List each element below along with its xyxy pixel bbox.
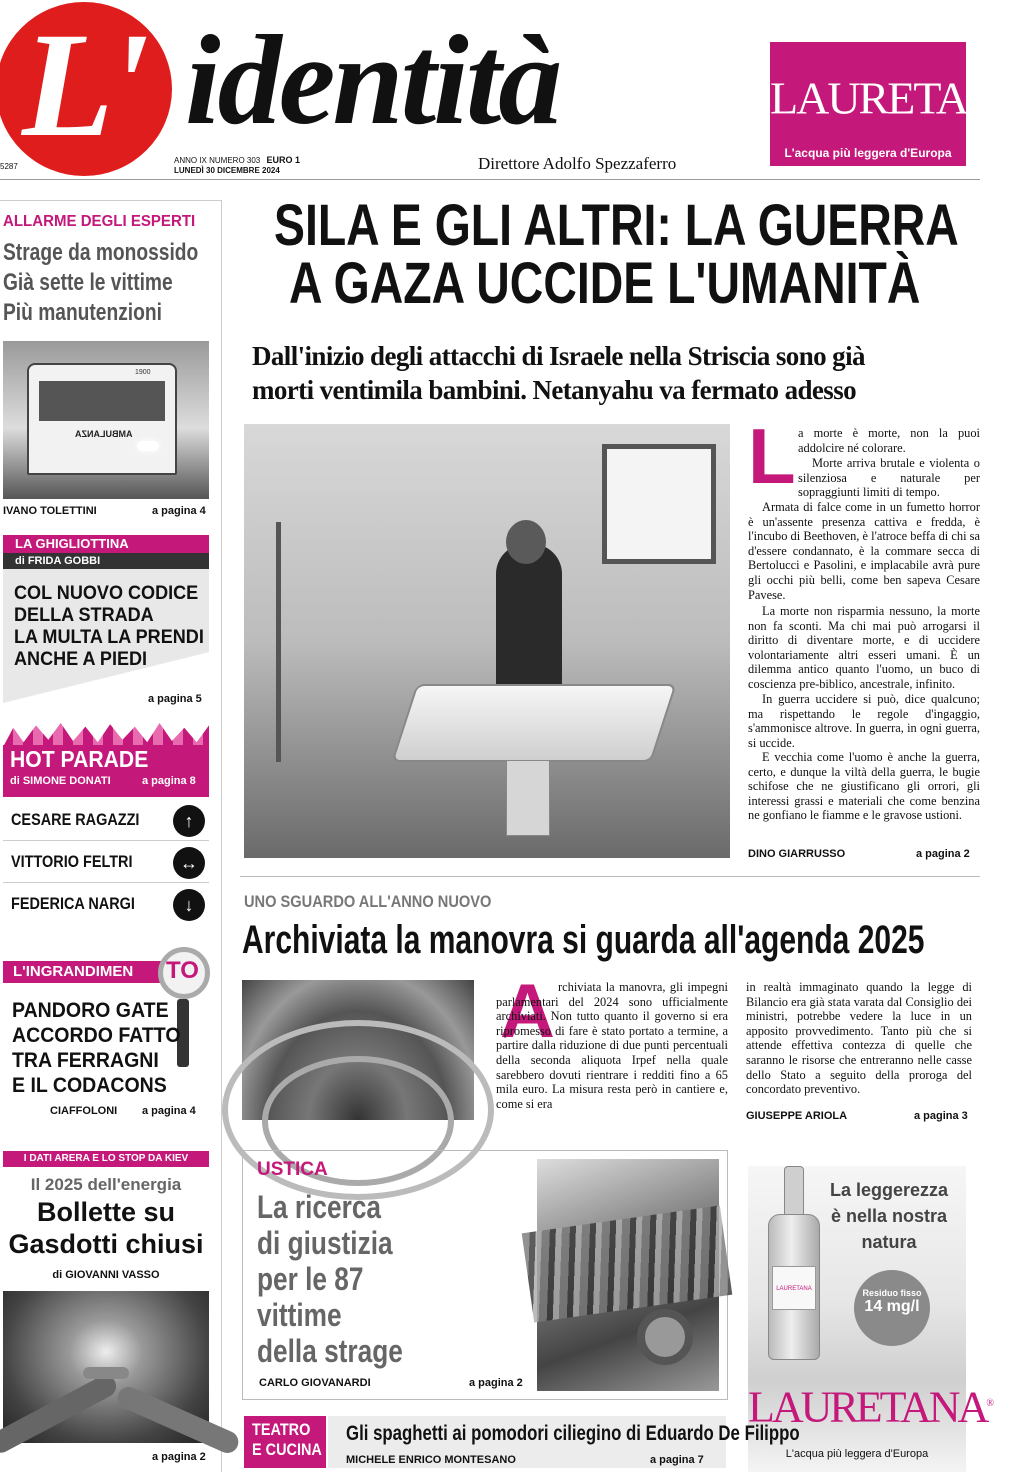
ustica-line-2: di giustizia <box>257 1225 393 1261</box>
ingrandimento-page[interactable]: a pagina 4 <box>142 1105 196 1117</box>
ad-slogan-1: La leggerezza <box>829 1180 949 1200</box>
alarm-box[interactable] <box>0 201 222 521</box>
arrow-up-icon: ↑ <box>173 805 205 837</box>
director-line: Direttore Adolfo Spezzaferro <box>478 154 677 173</box>
ad-brand <box>770 58 1035 135</box>
ingrandimento-author: CIAFFOLONI <box>50 1105 118 1117</box>
ingrandimento-kicker: L'INGRANDIMEN <box>3 961 165 983</box>
ustica-kicker: USTICA <box>257 1159 328 1180</box>
lead-story[interactable] <box>234 194 980 864</box>
fuselage <box>522 1206 733 1323</box>
ingrandimento-line-1: PANDORO GATE <box>12 999 169 1022</box>
lead-dropcap: L <box>748 412 796 500</box>
manovra-col-1: rchiviata la manovra, gli impegni parlamentari del 2024 sono ufficialmente archiviati. Non tutto quanto il governo si era ripromesso di fare è stato portato a termine, a partire dalla riduzione di due punti percentuali della seconda aliquota Irpef nella quale sarebbero dovuti rientrare i redditi fino a 65 mila euro. La misura resta però in cantiere e, come si era <box>496 980 728 1111</box>
ustica-author: CARLO GIOVANARDI <box>259 1377 371 1389</box>
ustica-line-3: per le 87 <box>257 1261 364 1297</box>
manovra-headline: Archiviata la manovra si guarda all'agenda 2025 <box>242 918 925 962</box>
ingrandimento-line-4: E IL CODACONS <box>12 1074 167 1097</box>
lead-subhead-1: Dall'inizio degli attacchi di Israele nella Striscia sono già <box>252 341 865 371</box>
issue-label: ANNO IX NUMERO 303 <box>174 156 261 165</box>
energia-line-2: Gasdotti chiusi <box>8 1229 204 1259</box>
ghigliottina-line-1: COL NUOVO CODICE <box>14 583 199 604</box>
energia-page[interactable]: a pagina 2 <box>152 1451 206 1463</box>
lead-intro: a morte è morte, non la puoi addolcire né colorare. <box>798 426 980 455</box>
price-label: EURO 1 <box>266 155 300 165</box>
parliament-photo <box>242 980 474 1120</box>
barcode-fragment: 5287 <box>0 162 18 171</box>
alarm-line-1: Strage da monossido <box>3 239 199 266</box>
ustica-page[interactable]: a pagina 2 <box>469 1377 523 1389</box>
person-head <box>506 520 546 564</box>
lead-headline-2: A GAZA UCCIDE L'UMANITÀ <box>289 251 921 316</box>
alarm-page[interactable]: a pagina 4 <box>152 505 206 517</box>
pipe-1 <box>0 1371 120 1456</box>
ambulance-windshield <box>39 381 165 421</box>
hot-parade-box[interactable] <box>0 723 222 929</box>
lead-article <box>748 412 980 832</box>
alarm-kicker: ALLARME DEGLI ESPERTI <box>3 213 196 230</box>
ad-bottom-tagline: L'acqua più leggera d'Europa <box>785 1448 929 1460</box>
ambulance-label: AMBULANZA <box>75 429 133 439</box>
residuo-badge <box>854 1270 930 1346</box>
lead-headline-1: SILA E GLI ALTRI: LA GUERRA <box>274 193 959 258</box>
hot-parade-name: FEDERICA NARGI <box>11 894 135 913</box>
hot-parade-row-3[interactable] <box>3 885 209 925</box>
pipe-2 <box>114 1384 242 1457</box>
residuo-label: Residuo fisso <box>862 1288 922 1298</box>
hot-parade-name: VITTORIO FELTRI <box>11 852 133 871</box>
lead-author: DINO GIARRUSSO <box>748 848 846 860</box>
teatro-tag <box>244 1416 326 1468</box>
arrow-down-icon: ↓ <box>173 889 205 921</box>
teatro-box[interactable] <box>242 1414 800 1472</box>
hot-parade-title: HOT PARADE <box>10 746 149 772</box>
lead-paragraph-2: Armata di falce come in un fumetto horror è un'assente presenza cattiva e fredda, è l'incubo di Beethoven, è l'atroce beffa di chi sa d'essere condannato, è la commare secca di Bertolucci e Pasolini, e implacabile avrà pure gli occhi più belli, come ben sapeva Cesare Pavese. <box>748 500 980 602</box>
bottle-label: LAURETANA <box>772 1266 816 1310</box>
manovra-kicker: UNO SGUARDO ALL'ANNO NUOVO <box>244 892 492 911</box>
ustica-line-5: della strage <box>257 1333 403 1369</box>
alarm-line-3: Più manutenzioni <box>3 299 162 326</box>
issue-number <box>174 155 300 166</box>
hot-parade-name: CESARE RAGAZZI <box>11 810 140 829</box>
energia-box[interactable] <box>0 1151 222 1471</box>
ghigliottina-page[interactable]: a pagina 5 <box>148 693 202 705</box>
ad-bottom-brand-registered: ® <box>986 1398 991 1409</box>
ambulance-light-icon <box>137 441 159 451</box>
ustica-line-4: vittime <box>257 1297 342 1333</box>
teatro-headline: Gli spaghetti ai pomodori ciliegino di Eduardo De Filippo <box>346 1422 800 1445</box>
bottle-icon <box>768 1166 820 1362</box>
pipeline-photo <box>3 1291 209 1443</box>
ad-bottom-brand-name: LAURETANA <box>748 1382 987 1432</box>
ingrandimento-line-3: TRA FERRAGNI <box>12 1049 159 1072</box>
ghigliottina-line-4: ANCHE A PIEDI <box>14 649 148 670</box>
hot-parade-byline: di SIMONE DONATI <box>10 775 111 787</box>
lead-subhead-2: morti ventimila bambini. Netanyahu va fermato adesso <box>252 375 857 405</box>
hot-parade-page[interactable]: a pagina 8 <box>142 775 196 787</box>
masthead-rule <box>0 179 980 180</box>
lead-paragraph-3: La morte non risparmia nessuno, la morte non fa sconti. Ma chi mai può arrogarsi il diritto di diventare morte, e di uccidere volontariamente altri esseri umani. È un dilemma antico quanto l'uomo, un buco di coscienza pre-biblico, ancestrale, infinito. <box>748 604 980 691</box>
energia-sub: Il 2025 dell'energia <box>30 1175 182 1194</box>
teatro-author: MICHELE ENRICO MONTESANO <box>346 1454 516 1466</box>
lead-paragraph-4: In guerra uccidere si può, dice qualcuno; ma rispettando le regole d'ingaggio, s'ammonisce altrove. In guerra, in ogni guerra, si uccide. <box>748 692 980 750</box>
lead-page[interactable]: a pagina 2 <box>916 848 970 860</box>
alarm-line-2: Già sette le vittime <box>3 269 173 296</box>
teatro-tag-line-1: TEATRO <box>252 1420 311 1439</box>
residuo-value: 14 mg/l <box>864 1298 920 1315</box>
ad-slogan-2: è nella nostra <box>830 1206 948 1226</box>
lead-photo <box>244 424 730 858</box>
engine-part <box>637 1309 693 1365</box>
ad-lauretana-top[interactable] <box>770 42 1035 166</box>
table-pedestal <box>506 760 550 836</box>
sidebar <box>0 200 222 1472</box>
manovra-page[interactable]: a pagina 3 <box>914 1110 968 1122</box>
ghigliottina-box[interactable] <box>0 535 222 713</box>
energia-byline: di GIOVANNI VASSO <box>52 1269 160 1281</box>
flames-decoration <box>3 723 209 747</box>
ustica-box[interactable] <box>242 1150 728 1400</box>
bottle-neck <box>784 1166 804 1218</box>
manovra-story[interactable] <box>234 888 980 1128</box>
pipe-3 <box>83 1367 129 1379</box>
teatro-tag-line-2: E CUCINA <box>252 1440 322 1459</box>
lead-paragraph-5: E vecchia come l'uomo è anche la guerra, certo, e dunque la viltà della guerra, le bugie schifose che ne giustificano gli orrori, gli interessi grassi e materiali che come benzina ne gonfiano le fiamme e le gravose ustioni. <box>748 750 980 823</box>
manovra-col-2: in realtà immaginato quando la legge di Bilancio era già stata varata dal Consiglio dei ministri, potrebbe vedere la luce in un apposito provvedimento. Tanto più che si attende effettiva contezza di quelle che saranno le risorse che entreranno nelle casse dello Stato a seguito della proroga del concordato preventivo. <box>746 980 972 1097</box>
steel-table <box>391 684 676 762</box>
ghigliottina-byline: di FRIDA GOBBI <box>3 553 209 569</box>
ad-brand-registered: ® <box>1029 89 1035 100</box>
ad-tagline: L'acqua più leggera d'Europa <box>784 146 952 160</box>
ambulance-number: 1900 <box>135 369 151 376</box>
magnifier-text: TO <box>166 957 199 984</box>
manovra-author: GIUSEPPE ARIOLA <box>746 1110 848 1122</box>
energia-line-1: Bollette su <box>36 1197 176 1227</box>
lead-rule <box>240 876 980 877</box>
ghigliottina-line-3: LA MULTA LA PRENDI <box>14 627 204 648</box>
alarm-author: IVANO TOLETTINI <box>3 505 97 517</box>
ad-slogan-3: natura <box>861 1232 917 1252</box>
window <box>602 444 716 564</box>
teatro-page[interactable]: a pagina 7 <box>650 1454 704 1466</box>
ghigliottina-kicker: LA GHIGLIOTTINA <box>3 535 209 553</box>
lead-paragraph-1: Morte arriva brutale e violenta o silenziosa e naturale per sopraggiunti limiti di tempo. <box>798 456 980 500</box>
issue-date: LUNEDÌ 30 DICEMBRE 2024 <box>174 166 280 175</box>
arrow-left-right-icon: ↔ <box>173 847 205 879</box>
logo-word: identità <box>185 9 560 151</box>
ustica-line-1: La ricerca <box>257 1189 381 1225</box>
ad-brand-name: LAURETANA <box>770 72 1030 124</box>
energia-kicker: I DATI ARERA E LO STOP DA KIEV <box>3 1151 209 1167</box>
manovra-dropcap: A <box>500 969 555 1054</box>
pole <box>276 522 281 762</box>
ingrandimento-line-2: ACCORDO FATTO <box>12 1024 181 1047</box>
ghigliottina-line-2: DELLA STRADA <box>14 605 154 626</box>
hot-parade-row-2[interactable] <box>3 843 209 883</box>
ingrandimento-box[interactable] <box>0 947 222 1127</box>
logo-letter: L' <box>22 2 144 168</box>
ambulance-photo <box>3 341 209 499</box>
wreckage-photo <box>537 1159 719 1391</box>
hot-parade-row-1[interactable] <box>3 801 209 841</box>
